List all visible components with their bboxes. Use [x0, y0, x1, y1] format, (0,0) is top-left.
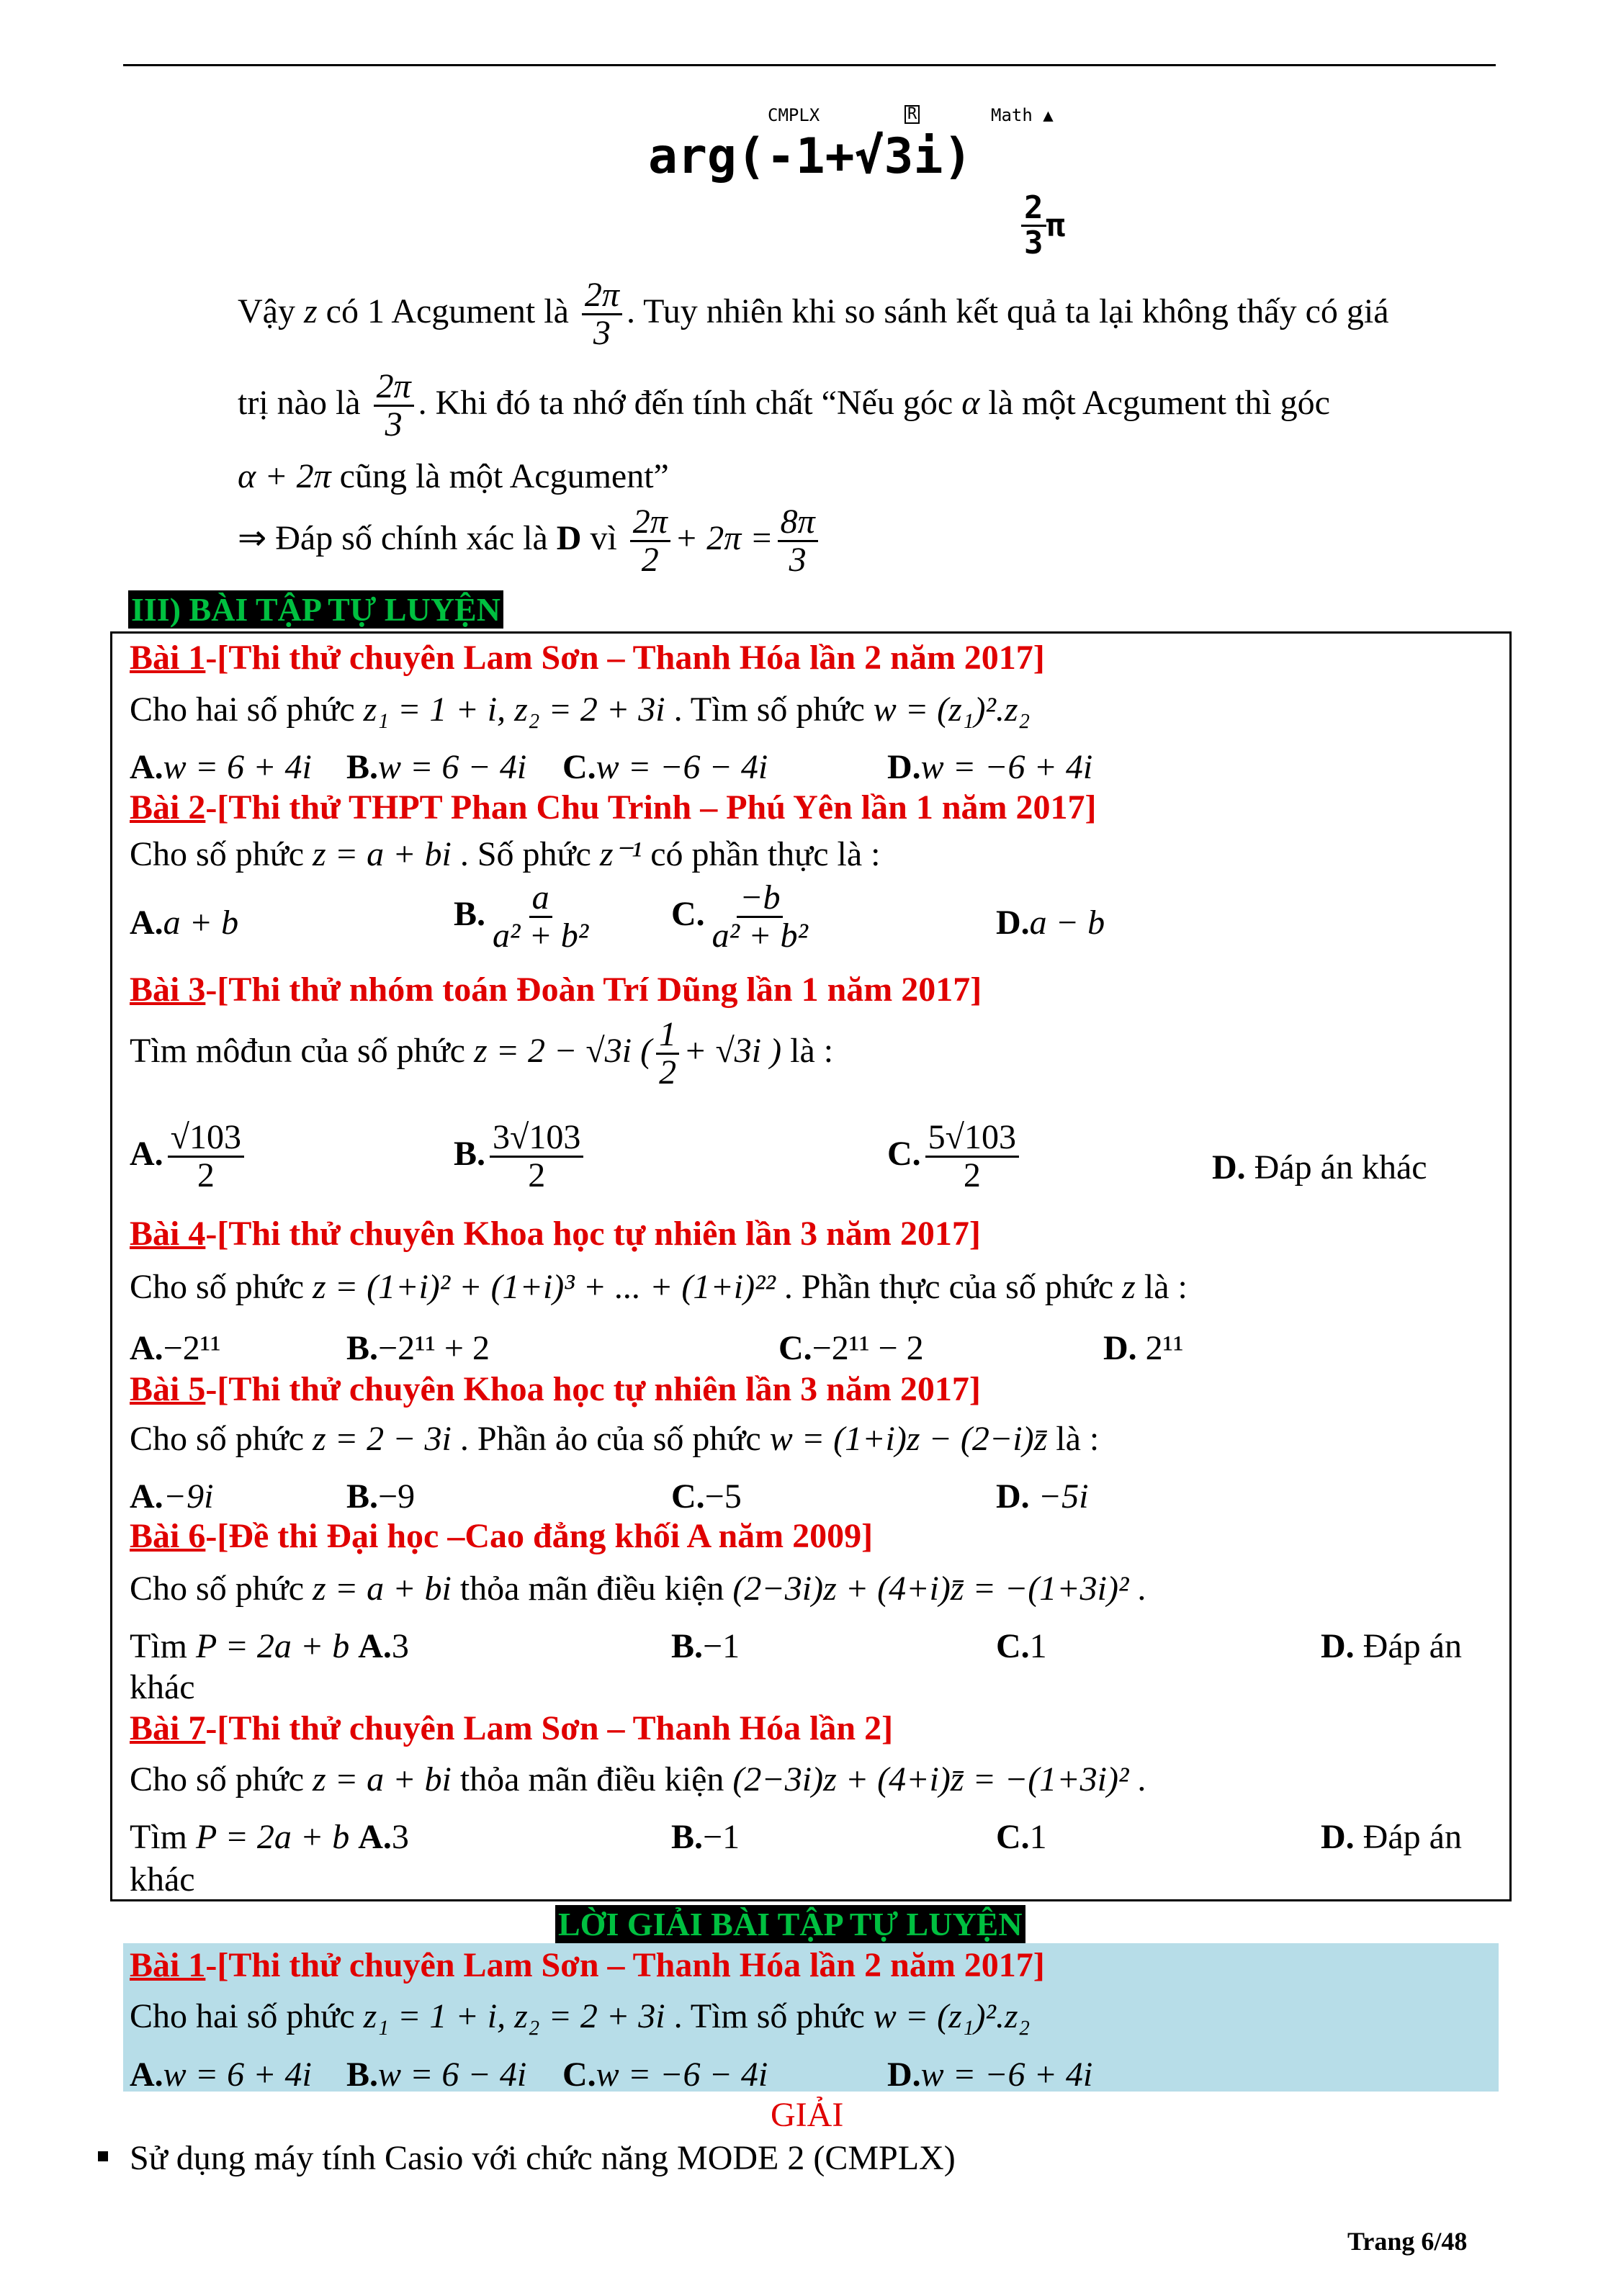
text: z = a + bi	[313, 835, 452, 873]
exercise-6-question	[130, 1572, 1146, 1606]
text: P = 2a + b	[196, 1818, 350, 1856]
solution-1-question	[130, 1999, 1030, 2034]
text: −2¹¹ − 2	[812, 1329, 924, 1367]
fraction	[582, 277, 622, 352]
math: z	[303, 292, 318, 330]
solution-header: LỜI GIẢI BÀI TẬP TỰ LUYỆN	[555, 1905, 1025, 1943]
exercise-1-title	[130, 641, 1045, 675]
text: cũng là một Acgument”	[339, 457, 669, 495]
text: Bài 1	[130, 1946, 206, 1984]
text: Cho hai số phức	[130, 1997, 355, 2035]
text: w = −6 − 4i	[596, 2056, 768, 2094]
text: w = −6 + 4i	[920, 748, 1093, 786]
text: B.	[671, 1818, 704, 1856]
text: 3	[391, 1627, 409, 1665]
text: 2¹¹	[1145, 1329, 1184, 1367]
text: Đáp án khác	[1254, 1148, 1427, 1187]
text: C.	[996, 1818, 1030, 1856]
title-source: -[Thi thử chuyên Lam Sơn – Thanh Hóa lần 2 năm 2017]	[205, 639, 1045, 677]
text: 1	[1029, 1627, 1047, 1665]
text: .	[1137, 1570, 1146, 1608]
explanation-line-1	[238, 277, 1389, 352]
calc-indicator: R	[904, 105, 920, 124]
exercise-5-title	[130, 1372, 981, 1407]
text: -[Thi thử chuyên Khoa học tự nhiên lần 3 năm 2017]	[205, 1370, 981, 1408]
text: Tìm	[130, 1818, 187, 1856]
text: có phần thực là :	[650, 835, 881, 873]
text: −2¹¹	[163, 1329, 221, 1367]
text: w = 6 − 4i	[378, 748, 527, 786]
text: . Phần thực của số phức	[784, 1268, 1114, 1306]
text: Tìm môđun của số phức	[130, 1031, 465, 1070]
title-label: Bài 1	[130, 639, 206, 677]
text: là :	[790, 1031, 834, 1070]
exercise-5-question	[130, 1422, 1099, 1457]
frac-num: 2π	[582, 277, 622, 315]
calc-mode: CMPLX	[768, 105, 820, 125]
fraction	[656, 1017, 679, 1091]
text: Vậy	[238, 292, 295, 330]
text: Cho số phức	[130, 1570, 305, 1608]
text: a − b	[1029, 904, 1105, 942]
text: w = 6 + 4i	[163, 2056, 312, 2094]
fraction	[168, 1120, 244, 1194]
exercise-1-option-b	[346, 747, 526, 787]
exercise-7-option-b	[671, 1817, 740, 1857]
text: Bài 2	[130, 788, 206, 827]
text: Bài 4	[130, 1215, 206, 1253]
text: D.	[1212, 1148, 1246, 1187]
text: C.	[887, 1134, 921, 1173]
text: C.	[671, 1477, 705, 1516]
text: Cho số phức	[130, 1268, 305, 1306]
text: w = 6 − 4i	[378, 2056, 527, 2094]
text: . Khi đó ta nhớ đến tính chất “Nếu góc	[418, 383, 953, 422]
text: trị nào là	[238, 383, 361, 422]
text: .	[1137, 1760, 1146, 1798]
text: Đáp án	[1363, 1818, 1462, 1856]
text: Đáp án	[1363, 1627, 1462, 1665]
text: Bài 5	[130, 1370, 206, 1408]
solution-giai-heading: GIẢI	[771, 2096, 844, 2134]
text: −2¹¹ + 2	[378, 1329, 490, 1367]
exercise-6-option-a	[130, 1626, 409, 1666]
exercise-3-option-b	[454, 1120, 588, 1194]
text: -[Đề thi Đại học –Cao đẳng khối A năm 2009]	[205, 1517, 874, 1555]
frac-den: 2	[641, 541, 659, 580]
text: 2	[963, 1156, 981, 1195]
exercise-1-option-a	[130, 747, 312, 787]
text: 1	[656, 1017, 679, 1055]
text: 3√103	[490, 1120, 583, 1158]
exercise-7-option-d	[1321, 1817, 1462, 1857]
exercise-6-option-d-wrap: khác	[130, 1668, 195, 1706]
exercise-3-question	[130, 1017, 833, 1091]
text: A.	[130, 748, 163, 786]
text: B.	[671, 1627, 704, 1665]
text: 1	[1029, 1818, 1047, 1856]
text: −9	[378, 1477, 416, 1516]
text: C.	[778, 1329, 812, 1367]
text: −1	[703, 1818, 740, 1856]
text: −5	[704, 1477, 742, 1516]
explanation-line-3	[238, 459, 669, 494]
text: 2	[659, 1053, 677, 1092]
math: α + 2π	[238, 457, 331, 495]
exercise-3-option-c	[887, 1120, 1023, 1194]
text: w = (z₁)².z₂	[873, 1997, 1031, 2035]
frac-num: 2π	[374, 369, 414, 407]
text: A.	[130, 1329, 163, 1367]
text: -[Thi thử chuyên Khoa học tự nhiên lần 3 năm 2017]	[205, 1215, 981, 1253]
exercise-4-option-a	[130, 1328, 221, 1368]
text: D.	[996, 1477, 1030, 1516]
calc-input: arg(-1+√3i)	[648, 128, 973, 185]
text: z⁻¹	[599, 835, 642, 873]
fraction	[490, 1120, 583, 1194]
text: D.	[1103, 1329, 1137, 1367]
text: A.	[130, 2056, 163, 2094]
text: B.	[346, 1477, 379, 1516]
text: Cho số phức	[130, 1760, 305, 1798]
exercise-2-option-b	[454, 880, 596, 955]
text: A.	[358, 1627, 392, 1665]
fraction	[490, 880, 591, 955]
text: 3	[391, 1818, 409, 1856]
text: 5√103	[925, 1120, 1019, 1158]
text: Cho số phức	[130, 835, 305, 873]
text: ⇒ Đáp số chính xác là	[238, 518, 548, 557]
frac-den: 3	[789, 541, 807, 580]
frac-num: 2π	[630, 504, 670, 542]
exercise-6-title	[130, 1519, 873, 1554]
section-header: III) BÀI TẬP TỰ LUYỆN	[128, 590, 503, 629]
text: A.	[130, 1134, 163, 1173]
text: z = 2 − 3i	[313, 1420, 452, 1458]
text: Bài 7	[130, 1709, 206, 1747]
solution-1-option-a	[130, 2055, 312, 2094]
exercise-4-option-d	[1103, 1328, 1183, 1368]
answer-letter: D	[556, 518, 582, 557]
text: -[Thi thử nhóm toán Đoàn Trí Dũng lần 1 năm 2017]	[205, 971, 982, 1009]
text: là :	[1056, 1420, 1100, 1458]
text: B.	[454, 894, 486, 933]
frac-num: 8π	[778, 504, 818, 542]
exercise-7-option-a	[130, 1817, 409, 1857]
exercise-6-option-c	[996, 1626, 1047, 1666]
calc-result-den: 3	[1024, 225, 1043, 262]
fraction	[630, 504, 670, 579]
text: B.	[454, 1134, 486, 1173]
text: a + b	[163, 904, 239, 942]
text: A.	[130, 904, 163, 942]
text: B.	[346, 2056, 379, 2094]
fraction	[925, 1120, 1019, 1194]
exercise-1-question	[130, 690, 1031, 729]
exercise-5-option-b	[346, 1477, 415, 1516]
exercise-4-question	[130, 1270, 1188, 1305]
exercise-4-title	[130, 1217, 981, 1251]
text: + √3i )	[683, 1031, 782, 1070]
text: . Tìm số phức	[673, 690, 865, 729]
exercise-3-option-a	[130, 1120, 248, 1194]
text: thỏa mãn điều kiện	[459, 1570, 724, 1608]
text: z = 2 − √3i (	[473, 1031, 652, 1070]
explanation-line-2	[238, 369, 1330, 444]
text: z = a + bi	[313, 1760, 452, 1798]
text: −5i	[1038, 1477, 1089, 1516]
exercise-5-option-a	[130, 1477, 213, 1516]
exercise-4-option-b	[346, 1328, 490, 1368]
text: 2	[197, 1156, 215, 1195]
exercise-2-question	[130, 837, 880, 872]
text: B.	[346, 1329, 379, 1367]
fraction	[709, 880, 811, 955]
exercise-3-option-d	[1212, 1148, 1427, 1187]
text: A.	[358, 1818, 392, 1856]
text: . Tuy nhiên khi so sánh kết quả ta lại không thấy có giá	[626, 292, 1389, 330]
text: a	[529, 880, 552, 918]
text: . Phần ảo của số phức	[459, 1420, 761, 1458]
exercise-7-question	[130, 1762, 1146, 1797]
exercise-2-option-c	[671, 880, 815, 955]
text: z = a + bi	[313, 1570, 452, 1608]
exercise-2-option-a	[130, 903, 238, 942]
exercise-1-option-c	[562, 747, 768, 787]
exercise-3-title	[130, 973, 982, 1007]
text: . Số phức	[459, 835, 591, 873]
explanation-line-4	[238, 504, 822, 579]
exercise-6-option-b	[671, 1626, 740, 1666]
text: D.	[1321, 1627, 1355, 1665]
text: . Tìm số phức	[673, 1997, 865, 2035]
text: (2−3i)z + (4+i)z̄ = −(1+3i)²	[732, 1570, 1129, 1608]
text: w = 6 + 4i	[163, 748, 312, 786]
frac-den: 3	[385, 405, 403, 444]
page-number: Trang 6/48	[1347, 2227, 1468, 2256]
text: thỏa mãn điều kiện	[459, 1760, 724, 1798]
text: −1	[703, 1627, 740, 1665]
text: D.	[887, 748, 921, 786]
exercise-7-option-d-wrap: khác	[130, 1860, 195, 1899]
text: a² + b²	[712, 917, 808, 955]
text: C.	[996, 1627, 1030, 1665]
text: -[Thi thử THPT Phan Chu Trinh – Phú Yên lần 1 năm 2017]	[205, 788, 1097, 827]
text: Tìm	[130, 1627, 187, 1665]
text: z = (1+i)² + (1+i)³ + ... + (1+i)²²	[313, 1268, 776, 1306]
exercise-7-option-c	[996, 1817, 1047, 1857]
exercise-5-option-d	[996, 1477, 1088, 1516]
text: có 1 Acgument là	[326, 292, 569, 330]
calc-math-indicator: Math ▲	[991, 105, 1054, 125]
text: (2−3i)z + (4+i)z̄ = −(1+3i)²	[732, 1760, 1129, 1798]
text: D.	[887, 2056, 921, 2094]
exercise-2-option-d	[996, 903, 1105, 942]
text: a² + b²	[493, 917, 589, 955]
fraction	[1021, 189, 1046, 262]
exercise-4-option-c	[778, 1328, 924, 1368]
fraction	[374, 369, 414, 444]
text: Cho số phức	[130, 1420, 305, 1458]
text: D.	[1321, 1818, 1355, 1856]
calc-result-num: 2	[1021, 192, 1046, 227]
text: z	[1122, 1268, 1136, 1306]
text: vì	[590, 518, 617, 557]
text: P = 2a + b	[196, 1627, 350, 1665]
solution-1-title	[130, 1948, 1045, 1983]
text: −9i	[163, 1477, 214, 1516]
text: B.	[346, 748, 379, 786]
text: 2	[528, 1156, 546, 1195]
math: α	[961, 383, 980, 422]
text: z₁ = 1 + i, z₂ = 2 + 3i	[363, 1997, 665, 2035]
text: C.	[671, 894, 705, 933]
frac-den: 3	[593, 314, 611, 353]
text: là một Acgument thì góc	[988, 383, 1330, 422]
text: C.	[562, 748, 596, 786]
exercise-7-title	[130, 1711, 893, 1746]
text: C.	[562, 2056, 596, 2094]
text: D.	[996, 904, 1030, 942]
fraction	[778, 504, 818, 579]
solution-1-option-c	[562, 2055, 768, 2094]
top-rule	[123, 64, 1496, 66]
text: là :	[1144, 1268, 1188, 1306]
bullet-text: Sử dụng máy tính Casio với chức năng MODE 2 (CMPLX)	[130, 2139, 956, 2177]
text: w = −6 + 4i	[920, 2056, 1093, 2094]
exercise-2-title	[130, 788, 1097, 827]
text: w = −6 − 4i	[596, 748, 768, 786]
text: -[Thi thử chuyên Lam Sơn – Thanh Hóa lần 2 năm 2017]	[205, 1946, 1045, 1984]
text: √103	[168, 1120, 244, 1158]
exercise-5-option-c	[671, 1477, 742, 1516]
text: Cho hai số phức	[130, 690, 355, 729]
text: Bài 6	[130, 1517, 206, 1555]
math: + 2π =	[674, 518, 773, 557]
text: Bài 3	[130, 971, 206, 1009]
text: −b	[737, 880, 783, 918]
calc-result	[1021, 189, 1065, 262]
exercise-6-option-d	[1321, 1626, 1462, 1666]
text: z₁ = 1 + i, z₂ = 2 + 3i	[363, 690, 665, 729]
exercise-1-option-d	[887, 747, 1092, 787]
solution-1-option-b	[346, 2055, 526, 2094]
text: w = (1+i)z − (2−i)z̄	[769, 1420, 1048, 1458]
text: -[Thi thử chuyên Lam Sơn – Thanh Hóa lần 2]	[205, 1709, 894, 1747]
calc-result-pi: π	[1046, 207, 1065, 245]
bullet-icon	[98, 2151, 108, 2161]
solution-1-option-d	[887, 2055, 1092, 2094]
text: w = (z₁)².z₂	[873, 690, 1031, 729]
text: A.	[130, 1477, 163, 1516]
